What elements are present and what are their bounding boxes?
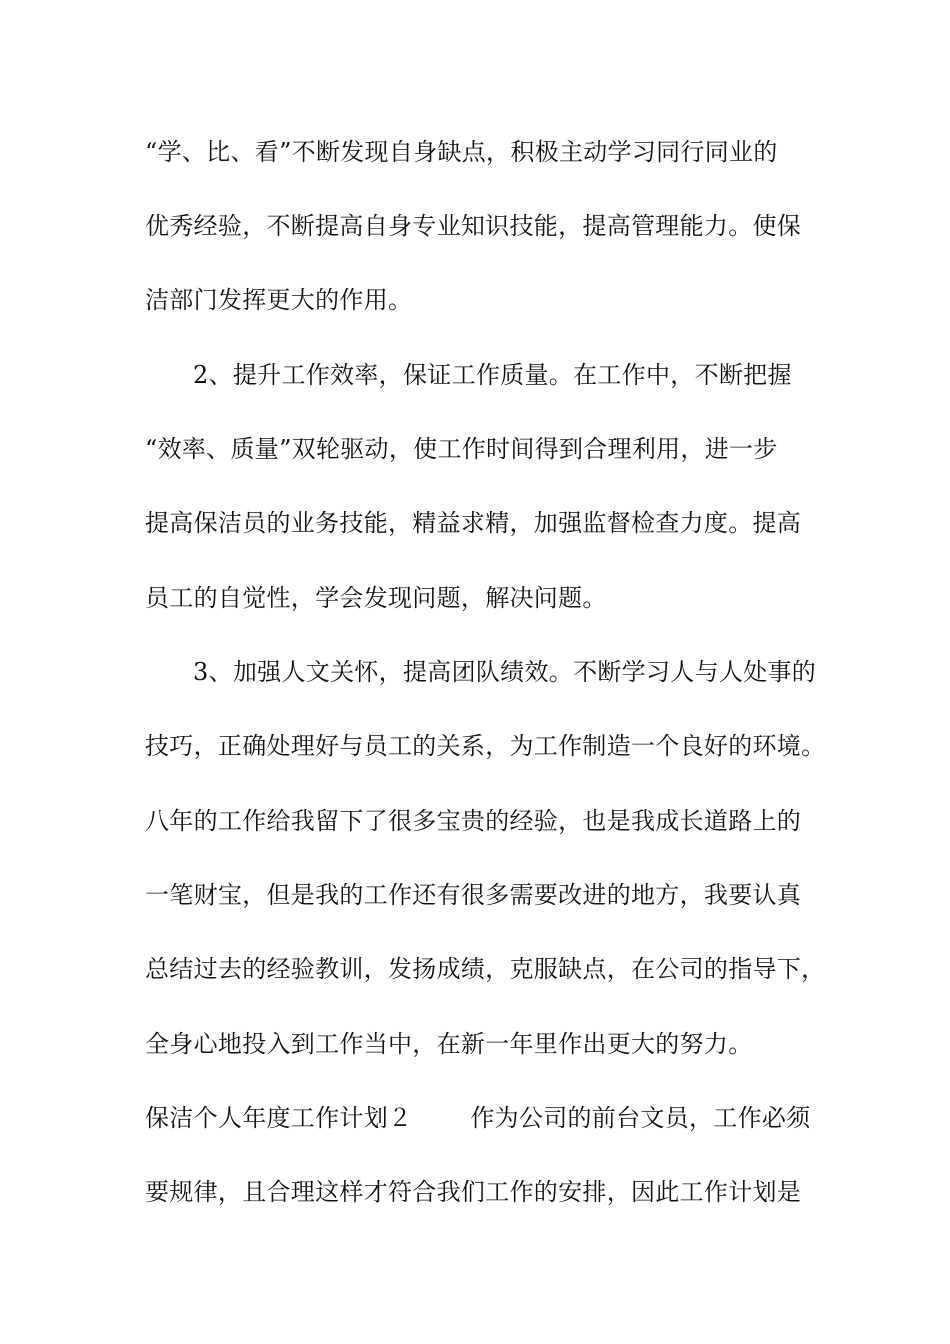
paragraph-line: 员工的自觉性，学会发现问题，解决问题。 bbox=[145, 584, 607, 612]
heading-line bbox=[145, 1098, 825, 1138]
paragraph-line: 技巧，正确处理好与员工的关系，为工作制造一个良好的环境。 bbox=[145, 732, 826, 760]
paragraph-line: “效率、质量”双轮驱动，使工作时间得到合理利用，进一步 bbox=[145, 435, 778, 463]
paragraph-line: 提高保洁员的业务技能，精益求精，加强监督检查力度。提高 bbox=[145, 509, 802, 537]
paragraph-line: 要规律，且合理这样才符合我们工作的安排，因此工作计划是 bbox=[145, 1178, 802, 1206]
section-heading: 保洁个人年度工作计划２ bbox=[145, 1104, 413, 1132]
paragraph-line: 八年的工作给我留下了很多宝贵的经验，也是我成长道路上的 bbox=[145, 807, 802, 835]
paragraph-line: 3、加强人文关怀，提高团队绩效。不断学习人与人处事的 bbox=[193, 658, 817, 686]
paragraph-line: 2、提升工作效率，保证工作质量。在工作中，不断把握 bbox=[193, 361, 792, 389]
paragraph-line: 优秀经验，不断提高自身专业知识技能，提高管理能力。使保 bbox=[145, 212, 802, 240]
heading-continuation: 作为公司的前台文员，工作必须 bbox=[470, 1104, 811, 1132]
paragraph-line: 全身心地投入到工作当中，在新一年里作出更大的努力。 bbox=[145, 1030, 753, 1058]
paragraph-line: 总结过去的经验教训，发扬成绩，克服缺点，在公司的指导下， bbox=[145, 955, 826, 983]
paragraph-line: 一笔财宝，但是我的工作还有很多需要改进的地方，我要认真 bbox=[145, 881, 802, 909]
paragraph-line: 洁部门发挥更大的作用。 bbox=[145, 286, 413, 314]
paragraph-line: “学、比、看”不断发现自身缺点，积极主动学习同行同业的 bbox=[145, 138, 778, 166]
